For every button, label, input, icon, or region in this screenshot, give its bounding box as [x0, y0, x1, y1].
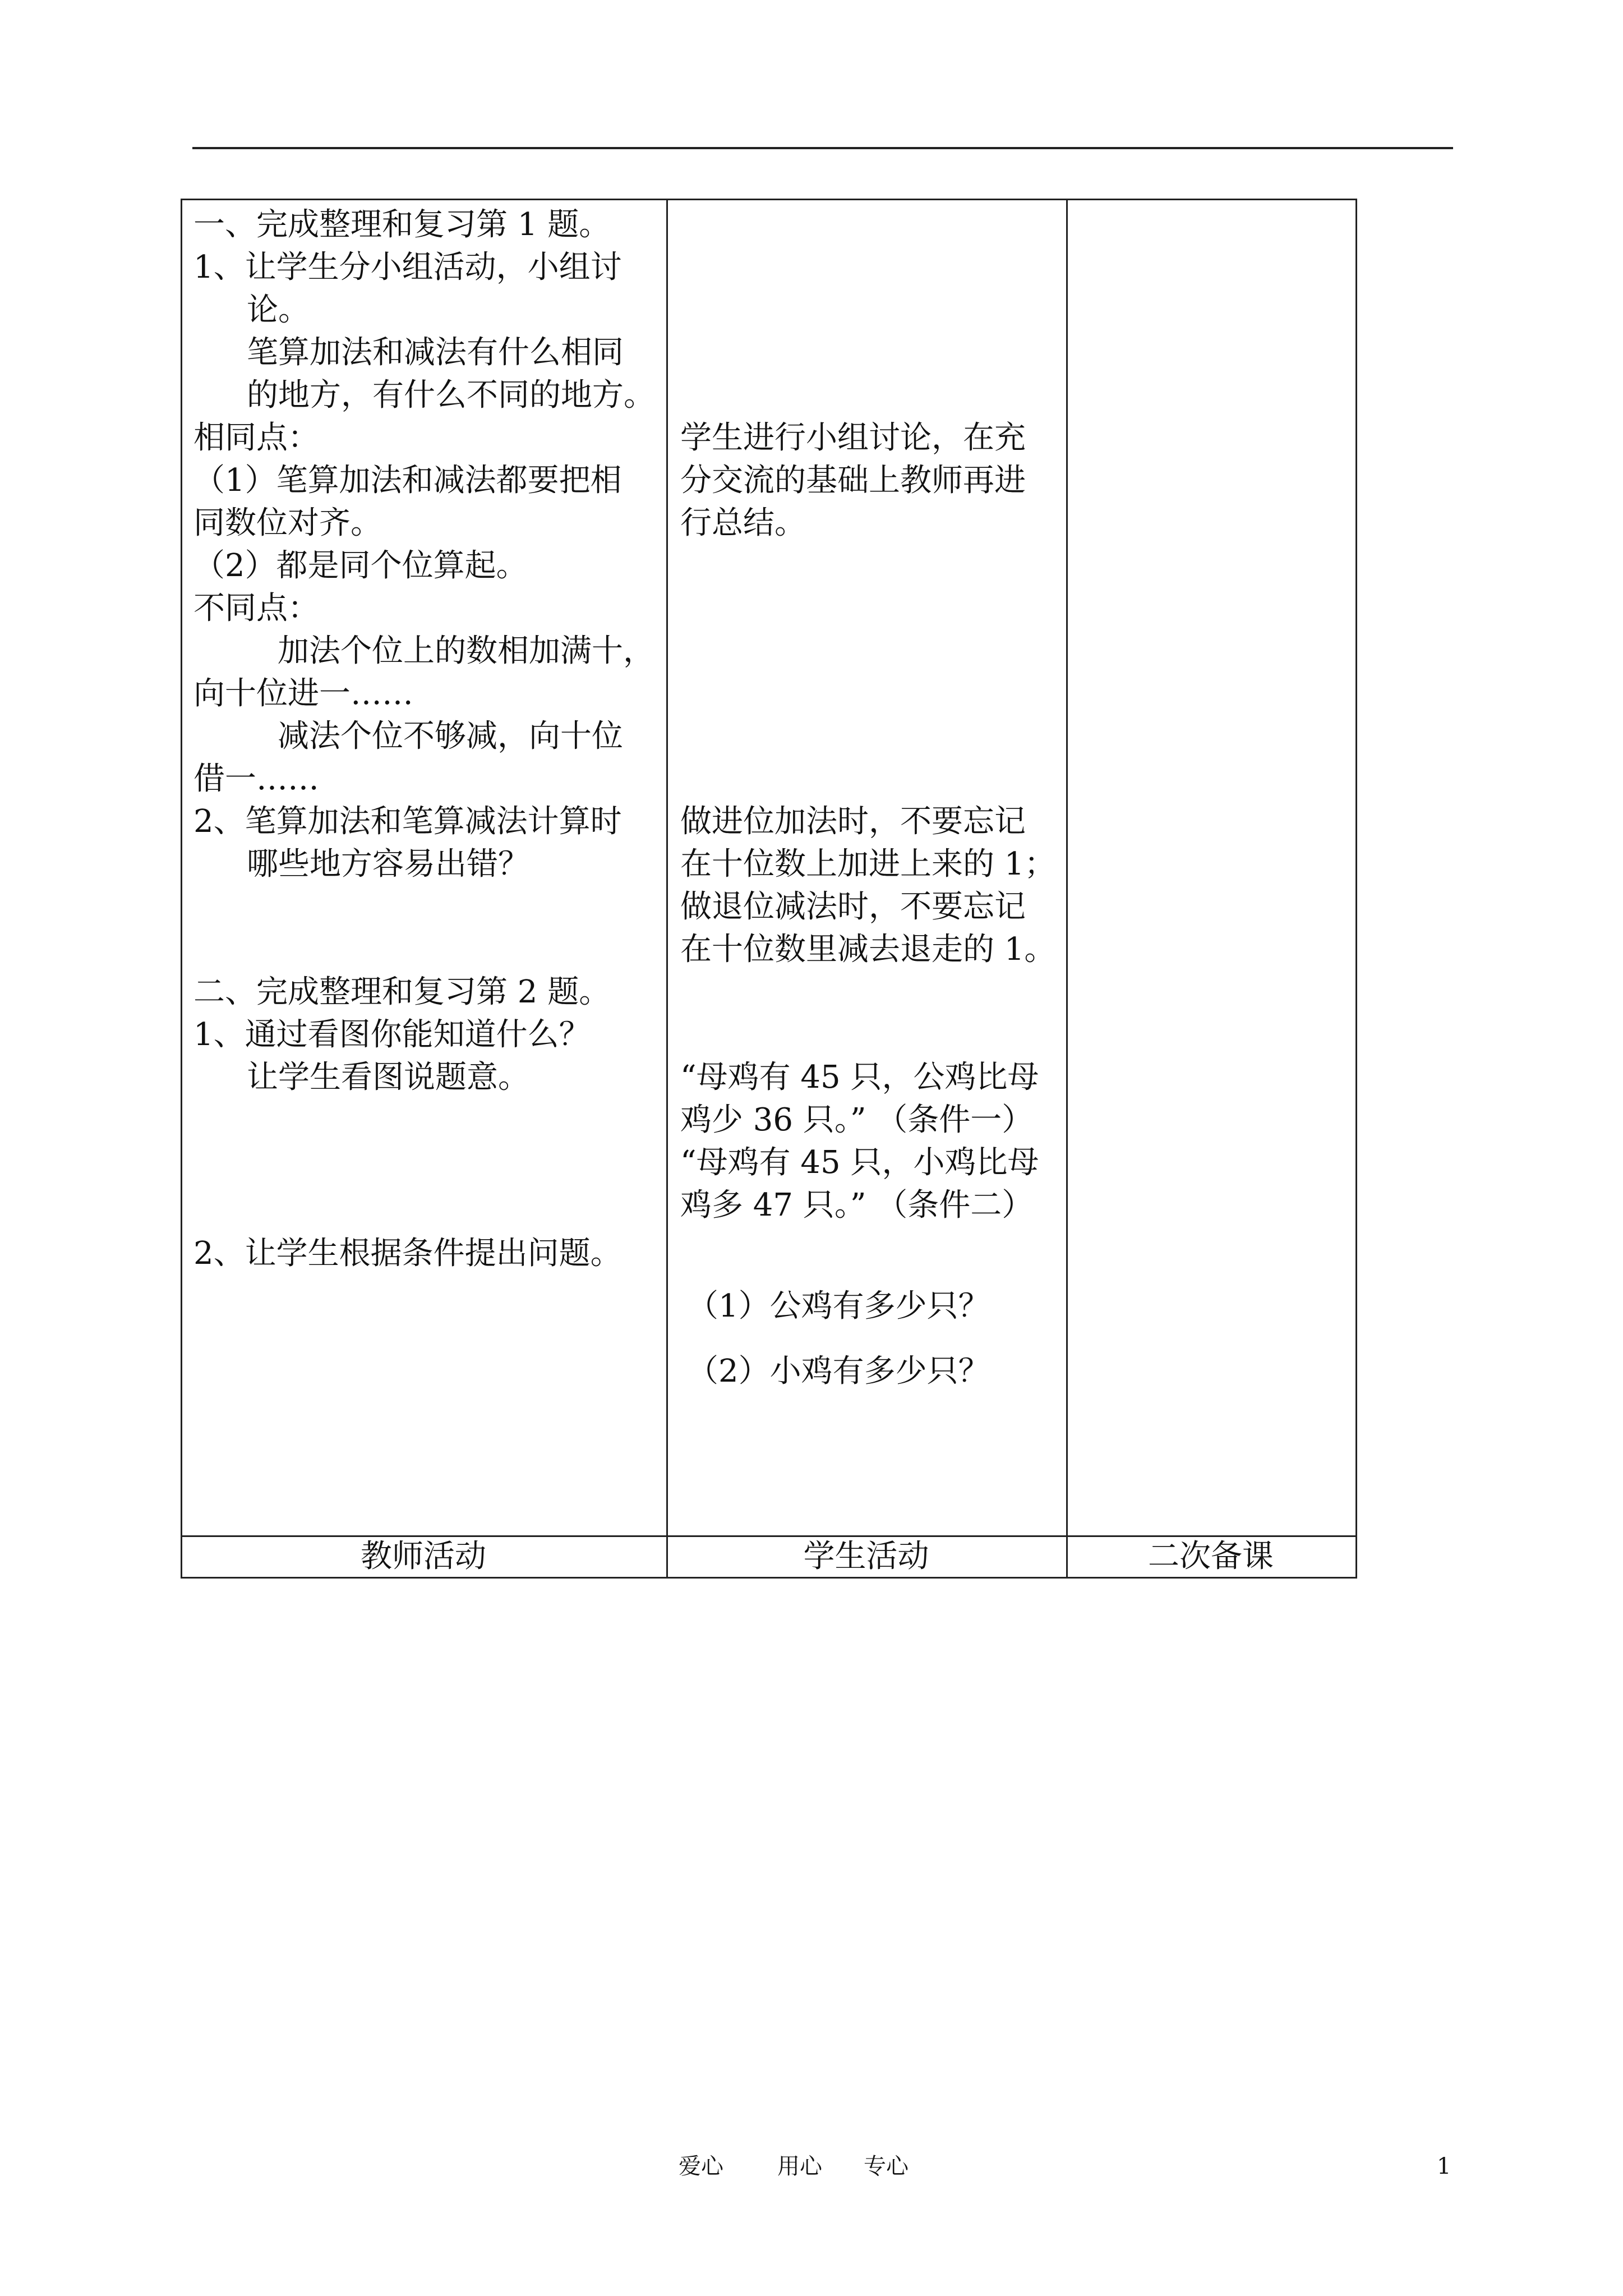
page-number: 1 — [1437, 2154, 1451, 2179]
teacher-line: 哪些地方容易出错？ — [247, 846, 529, 882]
teacher-activity-header: 教师活动 — [361, 1538, 486, 1575]
teacher-line: 2、笔算加法和笔算减法计算时 — [193, 803, 622, 840]
teacher-line: 笔算加法和减法有什么相同 — [247, 334, 624, 371]
student-line: 在十位数上加进上来的 1； — [680, 846, 1056, 882]
footer-motto-love: 爱心 — [679, 2154, 723, 2179]
student-line: 鸡少 36 只。” （条件一） — [680, 1102, 1034, 1138]
teacher-line: 1、通过看图你能知道什么？ — [193, 1016, 591, 1053]
teacher-line: 的地方，有什么不同的地方。 — [247, 377, 655, 413]
student-line: “母鸡有 45 只，小鸡比母 — [680, 1144, 1039, 1181]
student-line: 做退位减法时，不要忘记 — [680, 889, 1026, 925]
table-right-border — [1355, 199, 1357, 1579]
student-line: 分交流的基础上教师再进 — [680, 462, 1026, 499]
student-line: 行总结。 — [680, 505, 806, 541]
column-divider-2 — [1066, 199, 1068, 1579]
header-rule — [192, 147, 1453, 149]
footer-motto-focus: 专心 — [864, 2154, 909, 2179]
student-line: 在十位数里减去退走的 1。 — [680, 931, 1056, 968]
teacher-line: 同数位对齐。 — [193, 505, 382, 541]
teacher-line: （2）都是同个位算起。 — [193, 547, 528, 584]
teacher-line: 2、让学生根据条件提出问题。 — [193, 1235, 622, 1272]
student-activity-header: 学生活动 — [803, 1538, 929, 1575]
teacher-line: 借一…… — [193, 761, 319, 797]
table-top-border — [181, 199, 1357, 200]
student-line: （2）小鸡有多少只？ — [687, 1353, 990, 1389]
teacher-line: 向十位进一…… — [193, 675, 413, 712]
student-line: 学生进行小组讨论，在充 — [680, 420, 1026, 456]
teacher-line: 1、让学生分小组活动，小组讨 — [193, 249, 622, 286]
teacher-line: 一、完成整理和复习第 1 题。 — [193, 206, 611, 243]
teacher-line: 相同点： — [193, 420, 319, 456]
teacher-line: （1）笔算加法和减法都要把相 — [193, 462, 622, 499]
table-left-border — [181, 199, 182, 1579]
student-line: （1）公鸡有多少只？ — [687, 1288, 990, 1324]
teacher-line: 加法个位上的数相加满十， — [278, 633, 654, 669]
student-line: “母鸡有 45 只，公鸡比母 — [680, 1059, 1039, 1096]
footer-motto-care: 用心 — [777, 2154, 822, 2179]
teacher-line: 二、完成整理和复习第 2 题。 — [193, 974, 611, 1010]
teacher-line: 让学生看图说题意。 — [247, 1059, 529, 1096]
teacher-line: 论。 — [247, 292, 310, 328]
teacher-line: 不同点： — [193, 590, 319, 627]
student-line: 鸡多 47 只。” （条件二） — [680, 1187, 1034, 1223]
student-line: 做进位加法时，不要忘记 — [680, 803, 1026, 840]
second-prep-header: 二次备课 — [1148, 1538, 1274, 1575]
column-divider-1 — [666, 199, 668, 1579]
teacher-line: 减法个位不够减，向十位 — [278, 718, 623, 754]
